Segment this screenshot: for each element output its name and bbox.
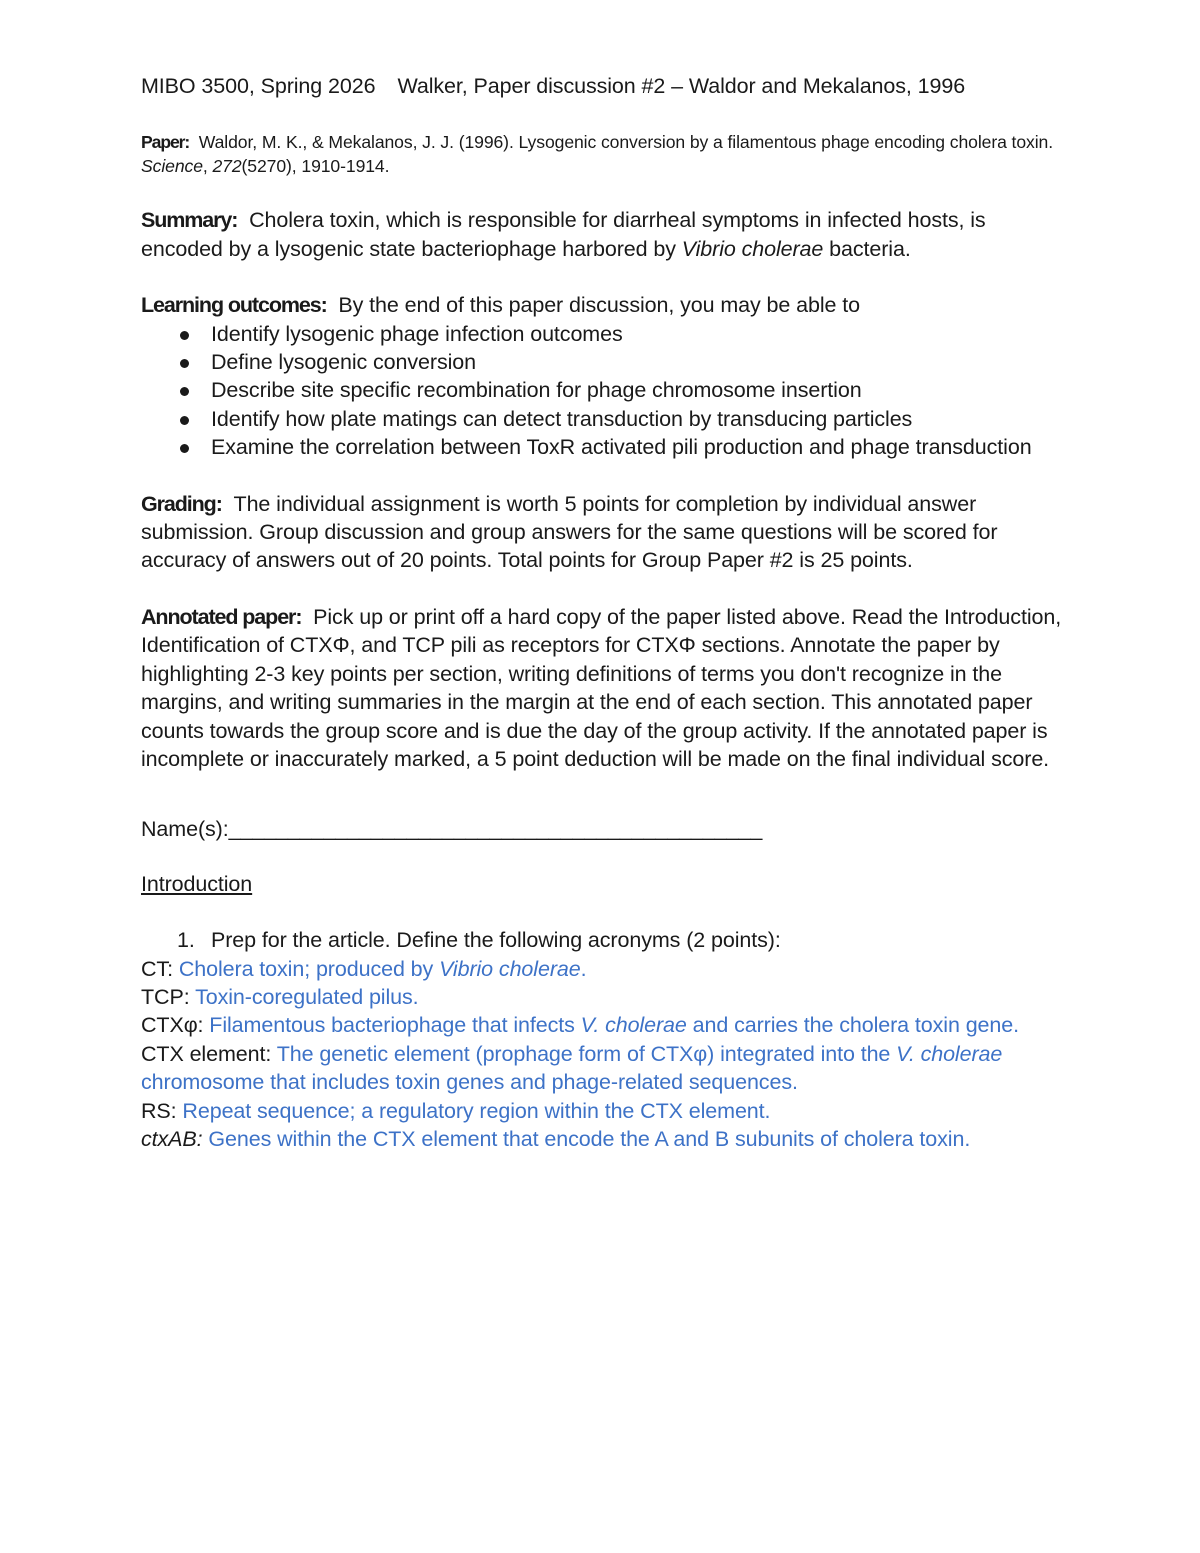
term-label: CTX element: [141, 1041, 277, 1066]
answer-text: Genes within the CTX element that encode the A and B subunits of cholera toxin. [202, 1126, 971, 1151]
list-item: Describe site specific recombination for phage chromosome insertion [177, 376, 1063, 404]
answer-organism: V. cholerae [580, 1013, 687, 1038]
annotated-paper-text: Pick up or print off a hard copy of the paper listed above. Read the Introduction, Identification of CTXΦ, and TCP pili as receptors for CTXΦ sections. Annotate the paper by highlighting 2-3 key points per section, writing definitions of terms you don't recognize in the margins, and writing summaries in the margin at the end of each section. This annotated paper counts towards the group score and is due the day of the group activity. If the annotated paper is incomplete or inaccurately marked, a 5 point deduction will be made on the final individual score. [141, 604, 1062, 771]
term-label: TCP: [141, 984, 196, 1009]
question-number: 1. [177, 928, 195, 953]
citation-volume: 272 [212, 156, 242, 177]
citation-journal: Science [141, 156, 203, 177]
paper-citation [141, 130, 1063, 178]
definition-ct [141, 955, 1063, 983]
summary-section [141, 206, 1063, 263]
citation-pages: (5270), 1910-1914. [241, 156, 390, 177]
citation-text: Waldor, M. K., & Mekalanos, J. J. (1996). Lysogenic conversion by a filamentous phage encoding cholera toxin. [198, 132, 1054, 153]
answer-organism: Vibrio cholerae [439, 956, 581, 981]
definition-rs [141, 1097, 1063, 1125]
document-header [141, 72, 1063, 100]
learning-outcomes-label: Learning outcomes: [141, 293, 327, 318]
answer-text: Toxin-coregulated pilus. [195, 984, 419, 1009]
term-label: CTXφ: [141, 1013, 210, 1038]
answer-text: The genetic element (prophage form of CTXφ) integrated into the [276, 1041, 897, 1066]
answer-text: Cholera toxin; produced by [178, 956, 440, 981]
list-item: Examine the correlation between ToxR activated pili production and phage transduction [177, 433, 1063, 461]
definition-tcp [141, 983, 1063, 1011]
section-heading-introduction: Introduction [141, 871, 253, 896]
paper-label: Paper: [141, 132, 190, 153]
list-item: Define lysogenic conversion [177, 348, 1063, 376]
course-info: MIBO 3500, Spring 2026 [141, 74, 376, 98]
answer-organism: V. cholerae [896, 1041, 1003, 1066]
answer-text-end: . [580, 956, 587, 981]
document-title: Walker, Paper discussion #2 – Waldor and Mekalanos, 1996 [397, 74, 966, 98]
name-field[interactable] [141, 815, 1063, 843]
term-label: RS: [141, 1098, 183, 1123]
grading-section [141, 490, 1063, 575]
question-text: Prep for the article. Define the following acronyms (2 points): [211, 928, 781, 953]
list-item: Identify how plate matings can detect transduction by transducing particles [177, 405, 1063, 433]
definition-ctx-element [141, 1040, 1063, 1097]
document-body [141, 72, 1063, 1153]
learning-outcomes-text: By the end of this paper discussion, you may be able to [338, 293, 860, 318]
name-field-blank[interactable]: _____________________________________________ [228, 817, 763, 842]
answer-text: Repeat sequence; a regulatory region within the CTX element. [182, 1098, 771, 1123]
annotated-paper-section [141, 603, 1063, 773]
name-field-label: Name(s): [141, 817, 229, 842]
answer-text: Filamentous bacteriophage that infects [209, 1013, 581, 1038]
list-item: Identify lysogenic phage infection outcomes [177, 320, 1063, 348]
summary-label: Summary: [141, 208, 238, 233]
term-label: CT: [141, 956, 179, 981]
grading-label: Grading: [141, 491, 222, 516]
learning-outcomes-section [141, 291, 1063, 461]
definition-ctxphi [141, 1011, 1063, 1039]
summary-organism: Vibrio cholerae [681, 236, 824, 261]
term-label: ctxAB: [141, 1126, 203, 1151]
learning-outcomes-intro [141, 291, 1063, 319]
definition-ctxab [141, 1125, 1063, 1153]
summary-text: Cholera toxin, which is responsible for diarrheal symptoms in infected hosts, is encoded by a lysogenic state bacteriophage harbored by [141, 208, 986, 261]
annotated-paper-label: Annotated paper: [141, 604, 302, 629]
learning-outcomes-list [141, 320, 1063, 462]
grading-text: The individual assignment is worth 5 points for completion by individual answer submission. Group discussion and group answers for the same questions will be scored for accuracy of answers out of 20 points. Total points for Group Paper #2 is 25 points. [141, 491, 998, 573]
summary-text-end: bacteria. [823, 236, 911, 261]
answer-text-end: and carries the cholera toxin gene. [686, 1013, 1019, 1038]
definitions-list [141, 955, 1063, 1154]
question-1 [177, 926, 1063, 954]
answer-text-end: chromosome that includes toxin genes and phage-related sequences. [141, 1070, 798, 1095]
citation-separator: , [202, 156, 213, 177]
